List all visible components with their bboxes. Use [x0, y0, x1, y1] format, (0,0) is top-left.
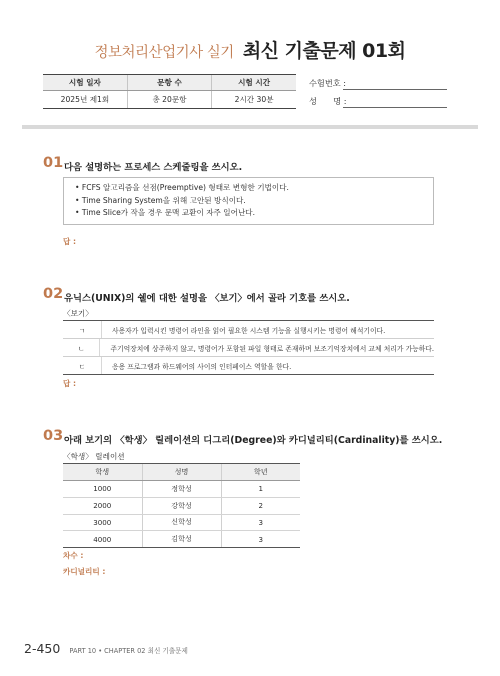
relation-cell: 강학성: [142, 497, 221, 514]
exam-subtitle: 정보처리산업기사 실기: [94, 45, 234, 61]
question-3-text: 아래 보기의 〈학생〉 릴레이션의 디그리(Degree)와 카디널리티(Cardinality)를 쓰시오.: [64, 435, 443, 446]
question-1-item: • Time Slice가 작을 경우 문맥 교환이 자주 일어난다.: [75, 208, 256, 217]
example-row: [63, 357, 434, 375]
info-header-time: 시험 시간: [212, 75, 296, 91]
question-2-number: 02: [43, 286, 64, 302]
info-value-date: 2025년 제1회: [43, 91, 127, 109]
question-1-box: [63, 177, 434, 225]
example-text: 사용자가 입력시킨 명령어 라인을 읽어 필요한 시스템 기능을 실행시키는 명령어 해석기이다.: [112, 326, 386, 335]
relation-cell: 정학성: [142, 481, 221, 498]
relation-cell: 3: [221, 531, 300, 548]
question-3-cardinality-label: 카디널리티 :: [63, 567, 106, 576]
question-1-number: 01: [43, 155, 64, 171]
student-relation-table: [63, 463, 300, 548]
examinee-number-line: [343, 89, 447, 90]
question-3-degree-label: 차수 :: [63, 551, 84, 560]
question-1-text: 다음 설명하는 프로세스 스케줄링을 쓰시오.: [64, 162, 243, 173]
info-header-count: 문항 수: [127, 75, 211, 91]
example-key: ㄱ: [63, 321, 102, 338]
page-number: 2-450: [24, 641, 61, 656]
examinee-number-field[interactable]: [309, 78, 346, 89]
question-1-item: • Time Sharing System을 위해 고안된 방식이다.: [75, 195, 246, 205]
info-value-time: 2시간 30분: [212, 91, 296, 109]
info-value-count: 총 20문항: [127, 91, 211, 109]
relation-header: 학년: [221, 464, 300, 481]
question-2-example-table: [63, 320, 434, 375]
chapter-label: PART 10 • CHAPTER 02 최신 기출문제: [69, 647, 188, 655]
exam-title: 최신 기출문제 01회: [242, 40, 406, 62]
info-header-date: 시험 일자: [43, 75, 127, 91]
example-key: ㄷ: [63, 357, 102, 374]
relation-cell: 3000: [63, 514, 142, 531]
exam-info-table: [43, 74, 296, 109]
example-row: [63, 339, 434, 357]
table-row: [63, 497, 300, 514]
examinee-number-label: 수험번호 :: [309, 78, 346, 88]
examinee-name-line: [343, 107, 447, 108]
section-divider: [22, 125, 478, 129]
question-2-text: 유닉스(UNIX)의 쉘에 대한 설명을 〈보기〉에서 골라 기호를 쓰시오.: [64, 293, 350, 304]
question-1-item: • FCFS 알고리즘을 선점(Preemptive) 형태로 변형한 기법이다.: [75, 183, 289, 192]
question-1-answer-label: 답 :: [63, 237, 77, 246]
table-row: [63, 481, 300, 498]
relation-header: 학생: [63, 464, 142, 481]
question-2-example-label: 〈보기〉: [63, 309, 93, 318]
relation-cell: 신학성: [142, 514, 221, 531]
relation-cell: 3: [221, 514, 300, 531]
question-2-answer-label: 답 :: [63, 379, 77, 388]
relation-cell: 1: [221, 481, 300, 498]
relation-cell: 1000: [63, 481, 142, 498]
question-3-number: 03: [43, 428, 64, 444]
examinee-name-label: 성 명 :: [309, 96, 347, 106]
example-key: ㄴ: [63, 339, 100, 356]
table-row: [63, 514, 300, 531]
relation-cell: 김학성: [142, 531, 221, 548]
example-row: [63, 320, 434, 339]
page-footer: [24, 638, 188, 657]
relation-cell: 2: [221, 497, 300, 514]
relation-header: 성명: [142, 464, 221, 481]
question-3-relation-label: 〈학생〉 릴레이션: [63, 452, 125, 461]
table-row: [63, 531, 300, 548]
example-text: 주기억장치에 상주하지 않고, 명령어가 포함된 파일 형태로 존재하며 보조기억장치에서 교체 처리가 가능하다.: [110, 344, 434, 353]
page-title-block: [0, 36, 500, 63]
example-text: 응용 프로그램과 하드웨어의 사이의 인터페이스 역할을 한다.: [112, 362, 292, 371]
relation-cell: 2000: [63, 497, 142, 514]
relation-cell: 4000: [63, 531, 142, 548]
examinee-name-field[interactable]: [309, 96, 347, 107]
